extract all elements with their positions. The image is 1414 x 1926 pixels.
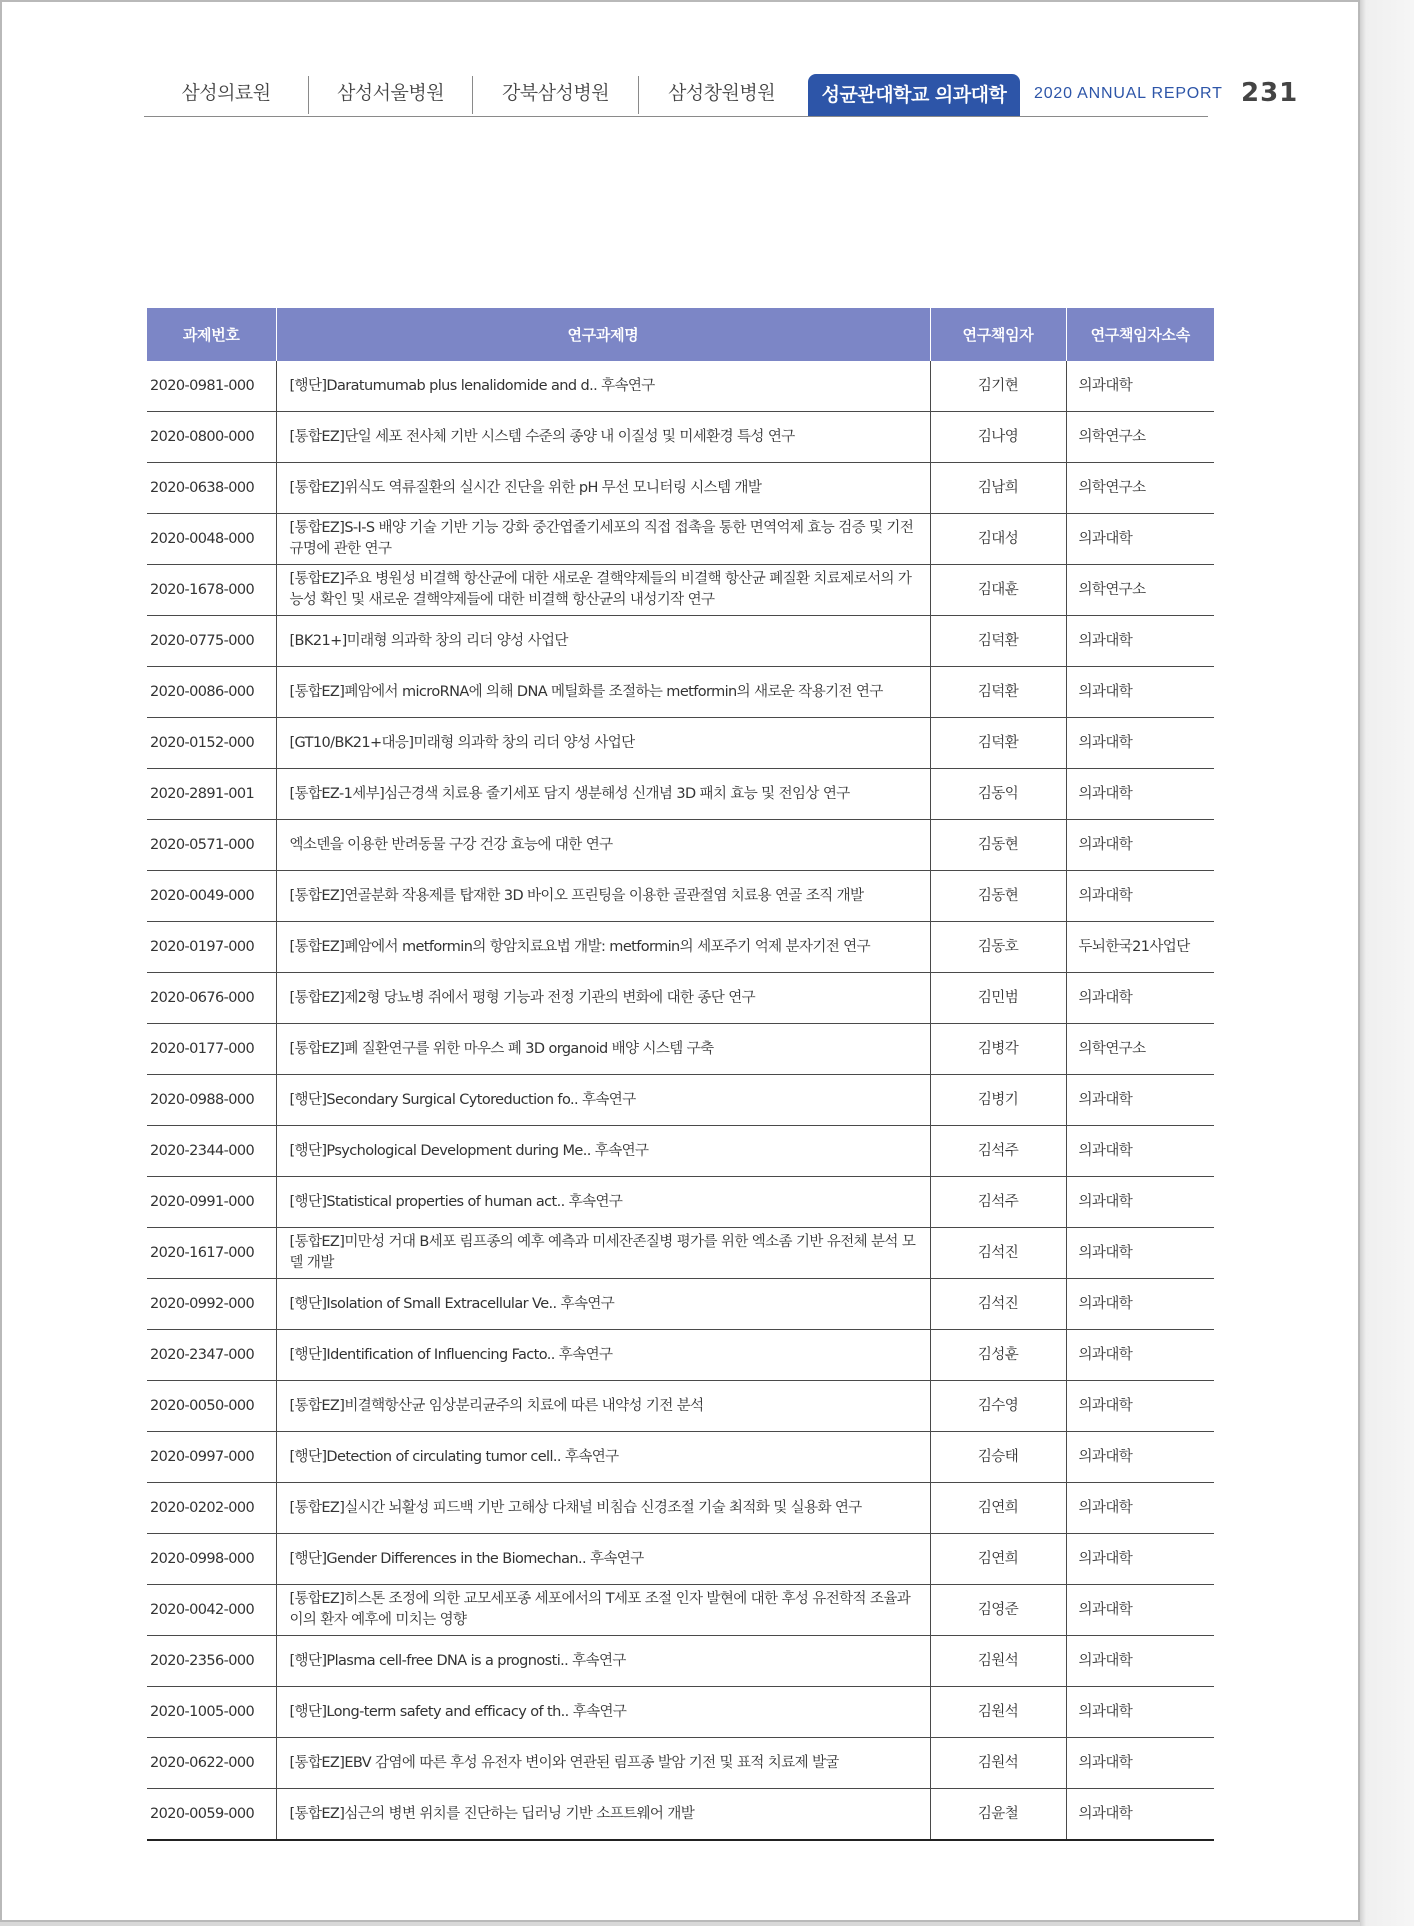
affiliation-cell: 의과대학 [1066, 1687, 1214, 1738]
table-row [147, 871, 1214, 922]
table-row [147, 1024, 1214, 1075]
research-projects-table [147, 308, 1214, 1841]
project-number-cell: 2020-0988-000 [147, 1075, 276, 1126]
project-number-cell: 2020-0997-000 [147, 1432, 276, 1483]
project-title-cell: [GT10/BK21+대응]미래형 의과학 창의 리더 양성 사업단 [276, 718, 930, 769]
principal-investigator-cell: 김연희 [930, 1534, 1066, 1585]
principal-investigator-cell: 김성훈 [930, 1330, 1066, 1381]
project-title-cell: [행단]Psychological Development during Me.. 후속연구 [276, 1126, 930, 1177]
affiliation-cell: 의과대학 [1066, 1432, 1214, 1483]
project-title-cell: [통합EZ]제2형 당뇨병 쥐에서 평형 기능과 전정 기관의 변화에 대한 종단 연구 [276, 973, 930, 1024]
table-row [147, 820, 1214, 871]
page-number: 231 [1241, 78, 1299, 108]
project-title-cell: [BK21+]미래형 의과학 창의 리더 양성 사업단 [276, 616, 930, 667]
affiliation-cell: 의학연구소 [1066, 565, 1214, 616]
principal-investigator-cell: 김영준 [930, 1585, 1066, 1636]
principal-investigator-cell: 김병각 [930, 1024, 1066, 1075]
affiliation-cell: 의과대학 [1066, 718, 1214, 769]
table-row [147, 361, 1214, 412]
affiliation-cell: 의과대학 [1066, 769, 1214, 820]
tab-samsung-seoul-hospital[interactable]: 삼성서울병원 [336, 82, 445, 104]
project-title-cell: [행단]Detection of circulating tumor cell.. 후속연구 [276, 1432, 930, 1483]
principal-investigator-cell: 김나영 [930, 412, 1066, 463]
project-title-cell: [행단]Identification of Influencing Facto.. 후속연구 [276, 1330, 930, 1381]
page-edge-shadow [1360, 0, 1414, 1926]
project-title-cell: [통합EZ]비결핵항산균 임상분리균주의 치료에 따른 내약성 기전 분석 [276, 1381, 930, 1432]
table-row [147, 1381, 1214, 1432]
project-number-cell: 2020-0775-000 [147, 616, 276, 667]
table-row [147, 565, 1214, 616]
project-number-cell: 2020-0571-000 [147, 820, 276, 871]
project-number-cell: 2020-0197-000 [147, 922, 276, 973]
project-number-cell: 2020-2891-001 [147, 769, 276, 820]
table-row [147, 616, 1214, 667]
project-title-cell: [행단]Statistical properties of human act.. 후속연구 [276, 1177, 930, 1228]
principal-investigator-cell: 김덕환 [930, 718, 1066, 769]
project-title-cell: [통합EZ]연골분화 작용제를 탑재한 3D 바이오 프린팅을 이용한 골관절염 치료용 연골 조직 개발 [276, 871, 930, 922]
project-number-cell: 2020-0981-000 [147, 361, 276, 412]
affiliation-cell: 의과대학 [1066, 361, 1214, 412]
project-title-cell: [행단]Plasma cell-free DNA is a prognosti.. 후속연구 [276, 1636, 930, 1687]
table-body [147, 361, 1214, 1840]
principal-investigator-cell: 김원석 [930, 1687, 1066, 1738]
principal-investigator-cell: 김원석 [930, 1636, 1066, 1687]
project-title-cell: [통합EZ]실시간 뇌활성 피드백 기반 고해상 다채널 비침습 신경조절 기술 최적화 및 실용화 연구 [276, 1483, 930, 1534]
project-title-cell: [통합EZ]히스톤 조정에 의한 교모세포종 세포에서의 T세포 조절 인자 발현에 대한 후성 유전학적 조율과 이의 환자 예후에 미치는 영향 [276, 1585, 930, 1636]
principal-investigator-cell: 김석진 [930, 1228, 1066, 1279]
project-number-cell: 2020-0042-000 [147, 1585, 276, 1636]
principal-investigator-cell: 김석주 [930, 1177, 1066, 1228]
project-title-cell: [행단]Long-term safety and efficacy of th.. 후속연구 [276, 1687, 930, 1738]
project-number-cell: 2020-0992-000 [147, 1279, 276, 1330]
affiliation-cell: 의과대학 [1066, 1381, 1214, 1432]
project-title-cell: [행단]Isolation of Small Extracellular Ve.. 후속연구 [276, 1279, 930, 1330]
principal-investigator-cell: 김민범 [930, 973, 1066, 1024]
project-title-cell: 엑소덴을 이용한 반려동물 구강 건강 효능에 대한 연구 [276, 820, 930, 871]
project-number-cell: 2020-0622-000 [147, 1738, 276, 1789]
table-row [147, 1330, 1214, 1381]
project-title-cell: [통합EZ]주요 병원성 비결핵 항산균에 대한 새로운 결핵약제들의 비결핵 항산균 폐질환 치료제로서의 가능성 확인 및 새로운 결핵약제들에 대한 비결핵 항산균의 내성기작 연구 [276, 565, 930, 616]
table-row [147, 1177, 1214, 1228]
affiliation-cell: 두뇌한국21사업단 [1066, 922, 1214, 973]
affiliation-cell: 의학연구소 [1066, 1024, 1214, 1075]
column-header-project-title: 연구과제명 [276, 308, 930, 361]
project-number-cell: 2020-0202-000 [147, 1483, 276, 1534]
principal-investigator-cell: 김원석 [930, 1738, 1066, 1789]
principal-investigator-cell: 김기현 [930, 361, 1066, 412]
table-row [147, 1432, 1214, 1483]
affiliation-cell: 의과대학 [1066, 973, 1214, 1024]
principal-investigator-cell: 김연희 [930, 1483, 1066, 1534]
principal-investigator-cell: 김병기 [930, 1075, 1066, 1126]
table-row [147, 667, 1214, 718]
principal-investigator-cell: 김덕환 [930, 616, 1066, 667]
project-number-cell: 2020-1617-000 [147, 1228, 276, 1279]
project-number-cell: 2020-1005-000 [147, 1687, 276, 1738]
principal-investigator-cell: 김승태 [930, 1432, 1066, 1483]
project-title-cell: [통합EZ]폐암에서 microRNA에 의해 DNA 메틸화를 조절하는 metformin의 새로운 작용기전 연구 [276, 667, 930, 718]
table-row [147, 1687, 1214, 1738]
annual-report-label: 2020 ANNUAL REPORT [1034, 85, 1223, 102]
principal-investigator-cell: 김동익 [930, 769, 1066, 820]
table-row [147, 412, 1214, 463]
table-header-row [147, 308, 1214, 361]
table-row [147, 1279, 1214, 1330]
principal-investigator-cell: 김동현 [930, 871, 1066, 922]
project-number-cell: 2020-0676-000 [147, 973, 276, 1024]
tab-samsung-changwon-hospital[interactable]: 삼성창원병원 [667, 82, 776, 104]
project-title-cell: [통합EZ]위식도 역류질환의 실시간 진단을 위한 pH 무선 모니터링 시스템 개발 [276, 463, 930, 514]
principal-investigator-cell: 김남희 [930, 463, 1066, 514]
principal-investigator-cell: 김대성 [930, 514, 1066, 565]
affiliation-cell: 의과대학 [1066, 1330, 1214, 1381]
affiliation-cell: 의과대학 [1066, 871, 1214, 922]
project-number-cell: 2020-2347-000 [147, 1330, 276, 1381]
project-number-cell: 2020-0049-000 [147, 871, 276, 922]
table-row [147, 514, 1214, 565]
principal-investigator-cell: 김동호 [930, 922, 1066, 973]
project-title-cell: [통합EZ]미만성 거대 B세포 림프종의 예후 예측과 미세잔존질병 평가를 위한 엑소좀 기반 유전체 분석 모델 개발 [276, 1228, 930, 1279]
table-row [147, 1126, 1214, 1177]
project-number-cell: 2020-0800-000 [147, 412, 276, 463]
tab-kangbuk-samsung-hospital[interactable]: 강북삼성병원 [501, 82, 610, 104]
principal-investigator-cell: 김수영 [930, 1381, 1066, 1432]
table-row [147, 463, 1214, 514]
affiliation-cell: 의과대학 [1066, 1585, 1214, 1636]
table-row [147, 1636, 1214, 1687]
affiliation-cell: 의과대학 [1066, 616, 1214, 667]
project-number-cell: 2020-1678-000 [147, 565, 276, 616]
project-number-cell: 2020-0048-000 [147, 514, 276, 565]
table-row [147, 973, 1214, 1024]
principal-investigator-cell: 김석진 [930, 1279, 1066, 1330]
project-number-cell: 2020-0086-000 [147, 667, 276, 718]
project-number-cell: 2020-0152-000 [147, 718, 276, 769]
table-row [147, 1789, 1214, 1841]
project-number-cell: 2020-2344-000 [147, 1126, 276, 1177]
affiliation-cell: 의과대학 [1066, 820, 1214, 871]
project-number-cell: 2020-0050-000 [147, 1381, 276, 1432]
project-title-cell: [통합EZ]EBV 감염에 따른 후성 유전자 변이와 연관된 림프종 발암 기전 및 표적 치료제 발굴 [276, 1738, 930, 1789]
column-header-investigator-affiliation: 연구책임자소속 [1066, 308, 1214, 361]
table-row [147, 1228, 1214, 1279]
project-title-cell: [통합EZ]S-I-S 배양 기술 기반 기능 강화 중간엽줄기세포의 직접 접촉을 통한 면역억제 효능 검증 및 기전 규명에 관한 연구 [276, 514, 930, 565]
project-title-cell: [통합EZ-1세부]심근경색 치료용 줄기세포 담지 생분해성 신개념 3D 패치 효능 및 전임상 연구 [276, 769, 930, 820]
affiliation-cell: 의학연구소 [1066, 463, 1214, 514]
table-row [147, 769, 1214, 820]
affiliation-cell: 의과대학 [1066, 1126, 1214, 1177]
affiliation-cell: 의과대학 [1066, 1177, 1214, 1228]
affiliation-cell: 의과대학 [1066, 1636, 1214, 1687]
project-number-cell: 2020-0991-000 [147, 1177, 276, 1228]
project-number-cell: 2020-0998-000 [147, 1534, 276, 1585]
principal-investigator-cell: 김대훈 [930, 565, 1066, 616]
affiliation-cell: 의과대학 [1066, 1534, 1214, 1585]
affiliation-cell: 의과대학 [1066, 1075, 1214, 1126]
affiliation-cell: 의과대학 [1066, 1789, 1214, 1841]
affiliation-cell: 의과대학 [1066, 1228, 1214, 1279]
table-row [147, 718, 1214, 769]
affiliation-cell: 의과대학 [1066, 1279, 1214, 1330]
principal-investigator-cell: 김덕환 [930, 667, 1066, 718]
project-title-cell: [통합EZ]폐 질환연구를 위한 마우스 폐 3D organoid 배양 시스템 구축 [276, 1024, 930, 1075]
project-title-cell: [통합EZ]심근의 병변 위치를 진단하는 딥러닝 기반 소프트웨어 개발 [276, 1789, 930, 1841]
table-row [147, 1483, 1214, 1534]
column-header-principal-investigator: 연구책임자 [930, 308, 1066, 361]
affiliation-cell: 의과대학 [1066, 1738, 1214, 1789]
table-row [147, 922, 1214, 973]
project-title-cell: [행단]Daratumumab plus lenalidomide and d.. 후속연구 [276, 361, 930, 412]
project-number-cell: 2020-2356-000 [147, 1636, 276, 1687]
table-row [147, 1534, 1214, 1585]
project-number-cell: 2020-0177-000 [147, 1024, 276, 1075]
project-title-cell: [행단]Gender Differences in the Biomechan.. 후속연구 [276, 1534, 930, 1585]
project-number-cell: 2020-0059-000 [147, 1789, 276, 1841]
project-title-cell: [통합EZ]단일 세포 전사체 기반 시스템 수준의 종양 내 이질성 및 미세환경 특성 연구 [276, 412, 930, 463]
affiliation-cell: 의과대학 [1066, 667, 1214, 718]
project-title-cell: [통합EZ]폐암에서 metformin의 항암치료요법 개발: metformin의 세포주기 억제 분자기전 연구 [276, 922, 930, 973]
principal-investigator-cell: 김동현 [930, 820, 1066, 871]
table-row [147, 1738, 1214, 1789]
table-row [147, 1585, 1214, 1636]
tab-samsung-medical-center[interactable]: 삼성의료원 [181, 82, 271, 104]
affiliation-cell: 의학연구소 [1066, 412, 1214, 463]
table-row [147, 1075, 1214, 1126]
project-title-cell: [행단]Secondary Surgical Cytoreduction fo.. 후속연구 [276, 1075, 930, 1126]
principal-investigator-cell: 김석주 [930, 1126, 1066, 1177]
project-number-cell: 2020-0638-000 [147, 463, 276, 514]
affiliation-cell: 의과대학 [1066, 514, 1214, 565]
tab-skku-medicine-active[interactable]: 성균관대학교 의과대학 [808, 74, 1020, 116]
principal-investigator-cell: 김윤철 [930, 1789, 1066, 1841]
affiliation-cell: 의과대학 [1066, 1483, 1214, 1534]
page-bottom-edge [0, 1922, 1360, 1926]
column-header-project-number: 과제번호 [147, 308, 276, 361]
